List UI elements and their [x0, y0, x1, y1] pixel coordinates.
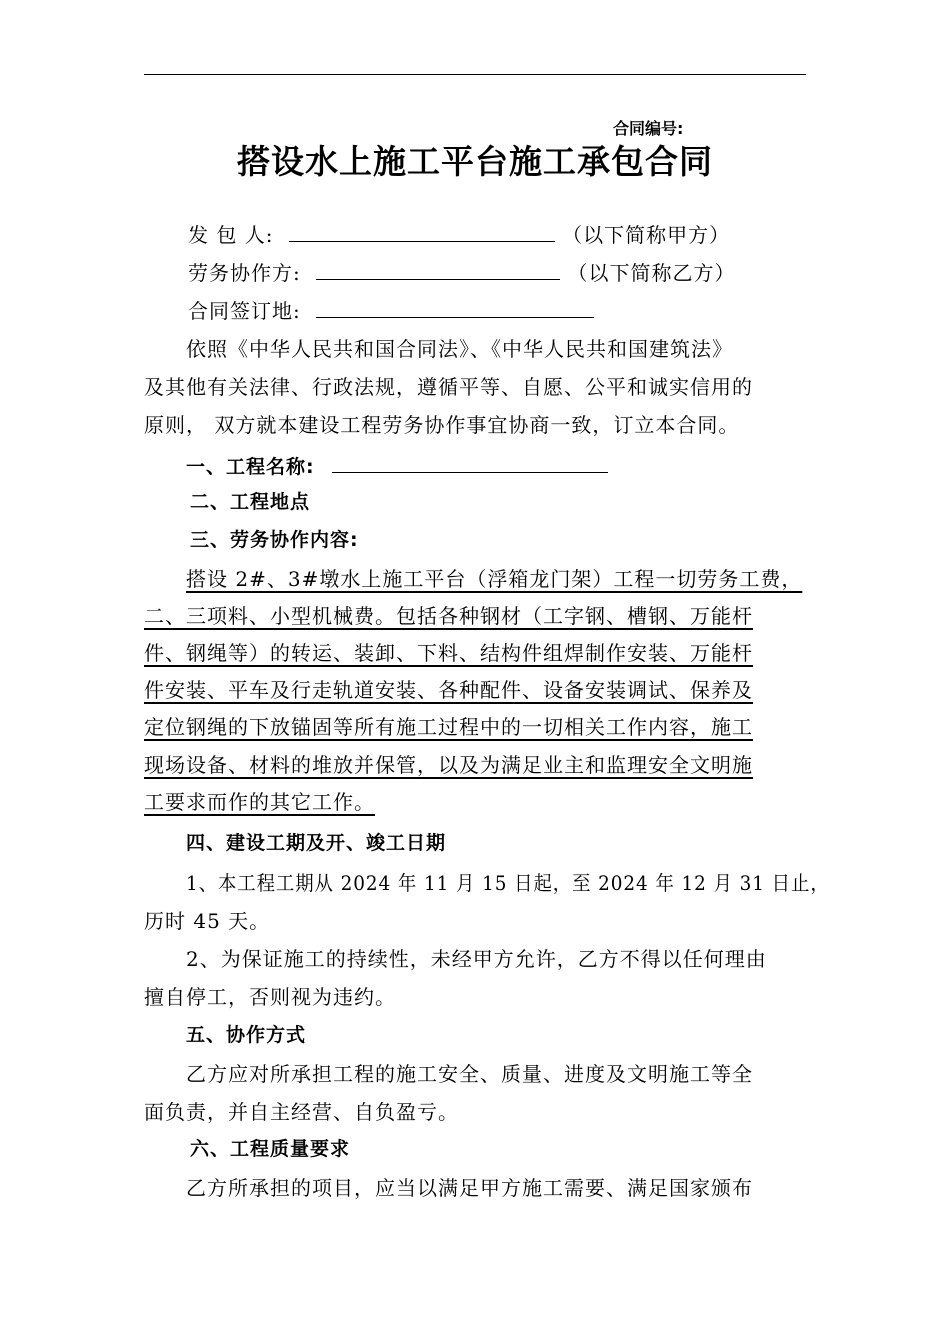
- party-row-contractor: [188, 257, 735, 286]
- cooperation-line: 面负责，并自主经营、自负盈亏。: [144, 1100, 459, 1124]
- section-5-title: 五、协作方式: [186, 1024, 307, 1046]
- party-note: （以下简称甲方）: [562, 223, 731, 247]
- section-2-title: 二、工程地点: [190, 491, 311, 513]
- party-label: 合同签订地:: [188, 299, 301, 323]
- scope-line: 现场设备、材料的堆放并保管，以及为满足业主和监理安全文明施: [144, 753, 753, 777]
- scope-line: 定位钢绳的下放锚固等所有施工过程中的一切相关工作内容，施工: [144, 715, 753, 739]
- quality-line: 乙方所承担的项目，应当以满足甲方施工需要、满足国家颁布: [186, 1176, 753, 1200]
- section-1-heading: [186, 450, 608, 479]
- party-label: 发 包 人:: [188, 223, 274, 247]
- party-blank-field[interactable]: [316, 295, 594, 318]
- scope-line: 件、钢绳等）的转运、装卸、下料、结构件组焊制作安装、万能杆: [144, 641, 753, 665]
- party-row-signing-place: [188, 295, 594, 324]
- project-name-field[interactable]: [332, 450, 608, 473]
- preamble-line: 原则， 双方就本建设工程劳务协作事宜协商一致，订立本合同。: [144, 413, 740, 437]
- schedule-line: 擅自停工，否则视为违约。: [144, 985, 396, 1009]
- schedule-line: 1、本工程工期从 2024 年 11 月 15 日起，至 2024 年 12 月 31 日止，: [186, 871, 830, 895]
- party-blank-field[interactable]: [316, 257, 560, 280]
- scope-line: 工要求而作的其它工作。: [144, 790, 375, 814]
- scope-line: 二、三项料、小型机械费。包括各种钢材（工字钢、槽钢、万能杆: [144, 604, 753, 628]
- cooperation-line: 乙方应对所承担工程的施工安全、质量、进度及文明施工等全: [186, 1062, 753, 1086]
- header-rule: [144, 74, 806, 75]
- scope-line: 件安装、平车及行走轨道安装、各种配件、设备安装调试、保养及: [144, 678, 753, 702]
- party-blank-field[interactable]: [289, 219, 555, 242]
- section-4-title: 四、建设工期及开、竣工日期: [186, 832, 447, 854]
- scope-line: 搭设 2#、3#墩水上施工平台（浮箱龙门架）工程一切劳务工费，: [186, 567, 803, 591]
- section-3-title: 三、劳务协作内容:: [190, 529, 359, 551]
- party-note: （以下简称乙方）: [567, 261, 736, 285]
- contract-number-label: 合同编号:: [613, 119, 684, 138]
- schedule-line: 历时 45 天。: [144, 909, 271, 933]
- party-row-employer: [188, 219, 730, 248]
- schedule-line: 2、为保证施工的持续性，未经甲方允许，乙方不得以任何理由: [186, 947, 767, 971]
- section-6-title: 六、工程质量要求: [190, 1138, 351, 1160]
- preamble-line: 依照《中华人民共和国合同法》、《中华人民共和国建筑法》: [186, 337, 733, 361]
- section-1-title: 一、工程名称:: [186, 456, 315, 478]
- party-label: 劳务协作方:: [188, 261, 301, 285]
- document-title: 搭设水上施工平台施工承包合同: [237, 142, 713, 181]
- preamble-line: 及其他有关法律、行政法规，遵循平等、自愿、公平和诚实信用的: [144, 375, 753, 399]
